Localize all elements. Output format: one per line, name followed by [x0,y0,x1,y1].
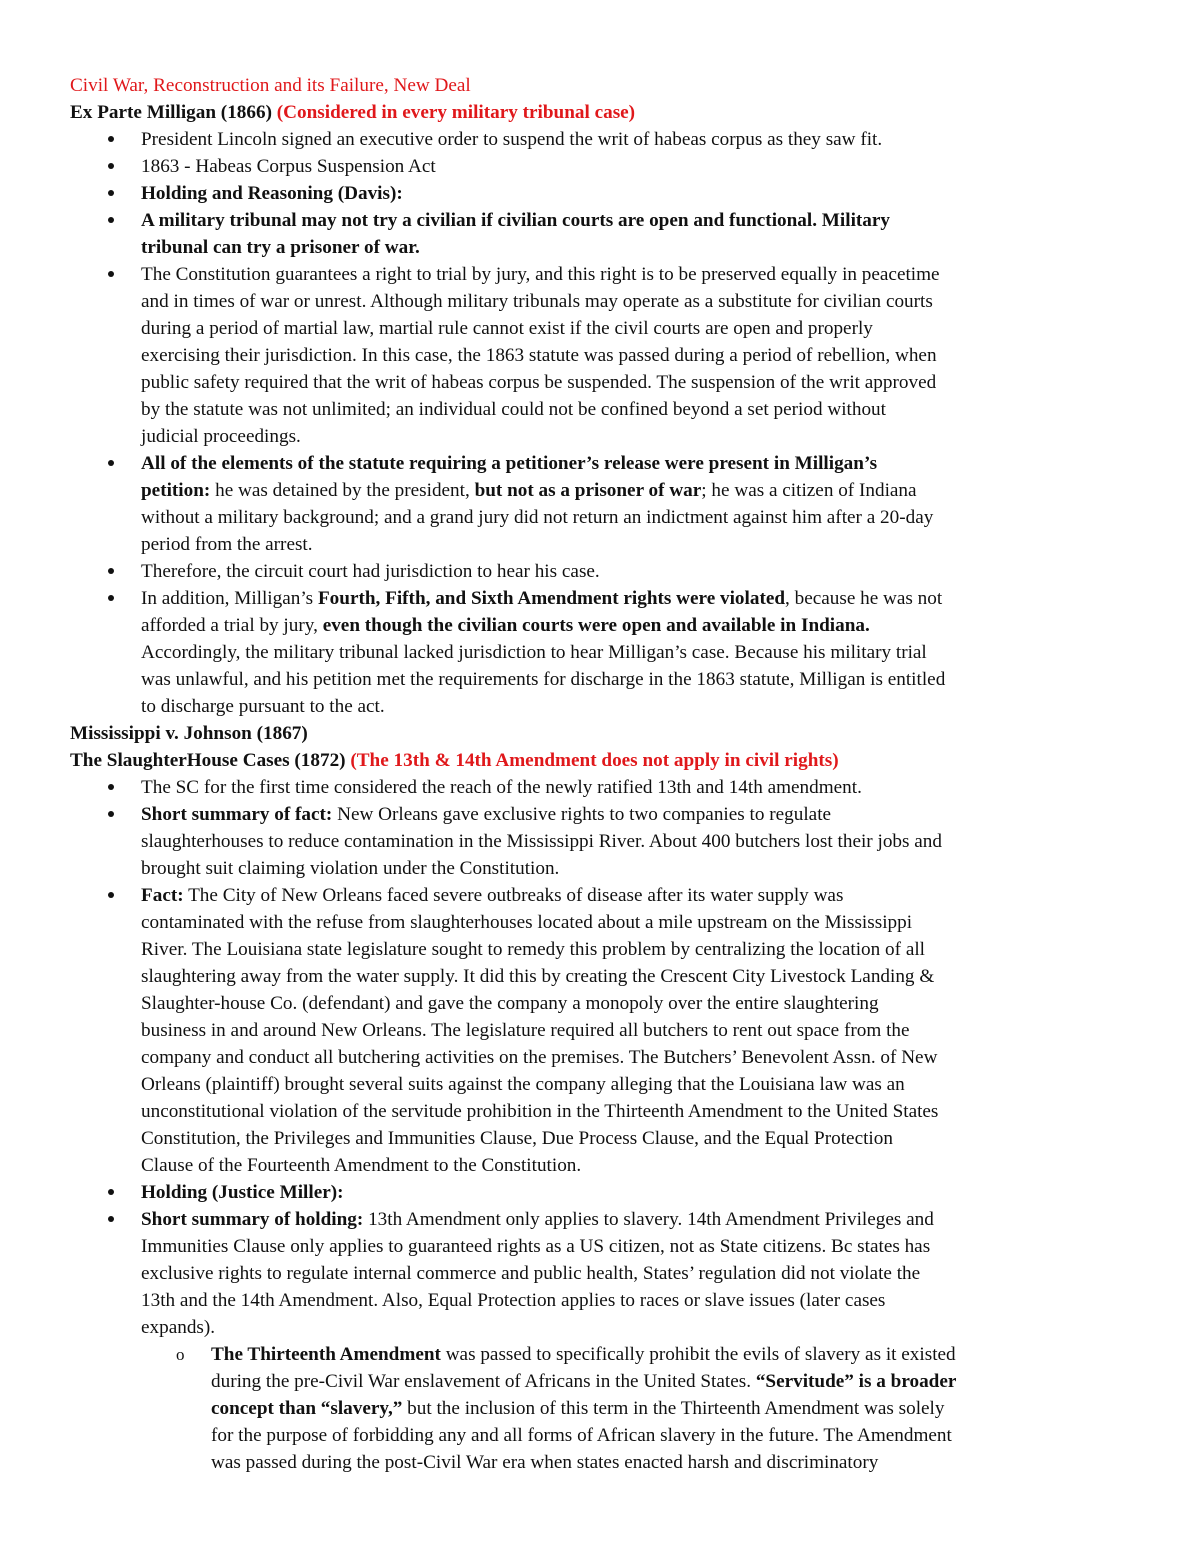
text-span: New Orleans gave exclusive rights to two companies to regulate [332,804,832,825]
text-line: judicial proceedings. [141,426,301,447]
list-item: 1863 - Habeas Corpus Suspension Act [70,153,1130,180]
text-span: afforded a trial by jury, [141,615,323,636]
case-note: (The 13th & 14th Amendment does not apply in civil rights) [350,750,839,771]
case-note: (Considered in every military tribunal case) [276,102,636,123]
bold-text: Holding (Justice Miller): [141,1182,344,1203]
text-line: company and conduct all butchering activities on the premises. The Butchers’ Benevolent Assn. of New [141,1047,938,1068]
text-line: Immunities Clause only applies to guaranteed rights as a US citizen, not as State citizens. Bc states has [141,1236,931,1257]
text-line: for the purpose of forbidding any and all forms of African slavery in the future. The Amendment [211,1425,952,1446]
list-item [70,882,1130,1179]
text-line: was unlawful, and his petition met the requirements for discharge in the 1863 statute, Milligan is entitled [141,669,946,690]
text-span: but the inclusion of this term in the Thirteenth Amendment was solely [402,1398,945,1419]
bold-text: “Servitude” is a broader [755,1371,957,1392]
list-item [70,180,1130,207]
sub-list-item [70,1341,1130,1476]
text-span: The City of New Orleans faced severe outbreaks of disease after its water supply was [183,885,844,906]
text-line: to discharge pursuant to the act. [141,696,385,717]
text-span: In addition, Milligan’s [141,588,318,609]
case-heading-slaughterhouse [70,747,1130,774]
text-line: Clause of the Fourteenth Amendment to the Constitution. [141,1155,582,1176]
text-line: Orleans (plaintiff) brought several suits against the company alleging that the Louisiana law was an [141,1074,905,1095]
text-span: ; he was a citizen of Indiana [701,480,917,501]
text-span: 13th Amendment only applies to slavery. 14th Amendment Privileges and [363,1209,934,1230]
list-item [70,585,1130,720]
list-item: Therefore, the circuit court had jurisdiction to hear his case. [70,558,1130,585]
bold-text: Fact: [141,885,184,906]
text-line: brought suit claiming violation under the Constitution. [141,858,560,879]
bold-text: Holding and Reasoning (Davis): [141,183,403,204]
page-title: Civil War, Reconstruction and its Failure, New Deal [70,75,471,96]
text-line: exclusive rights to regulate internal commerce and public health, States’ regulation did not violate the [141,1263,921,1284]
text-span: during the pre-Civil War enslavement of Africans in the United States. [211,1371,756,1392]
text-line: River. The Louisiana state legislature sought to remedy this problem by centralizing the location of all [141,939,925,960]
bold-text: A military tribunal may not try a civilian if civilian courts are open and functional. Military [141,210,891,231]
list-item: The SC for the first time considered the reach of the newly ratified 13th and 14th amendment. [70,774,1130,801]
text-line: contaminated with the refuse from slaughterhouses located about a mile upstream on the Mississippi [141,912,913,933]
bold-text: concept than “slavery,” [211,1398,403,1419]
bold-text: but not as a prisoner of war [474,480,702,501]
case-heading-mississippi: Mississippi v. Johnson (1867) [70,723,308,744]
bold-text: All of the elements of the statute requiring a petitioner’s release were present in Milligan’s [141,453,878,474]
text-line: slaughterhouses to reduce contamination in the Mississippi River. About 400 butchers lost their jobs and [141,831,942,852]
text-line: expands). [141,1317,216,1338]
case-name: The SlaughterHouse Cases (1872) [70,750,351,771]
bold-text: Short summary of holding: [141,1209,364,1230]
bold-text: Fourth, Fifth, and Sixth Amendment rights were violated [317,588,786,609]
case-heading-milligan [70,99,1130,126]
text-span: , because he was not [785,588,943,609]
list-item [70,1179,1130,1206]
text-line: The Constitution guarantees a right to trial by jury, and this right is to be preserved equally in peacetime [141,264,940,285]
slaughterhouse-bullets [70,774,1130,1476]
list-item [70,1206,1130,1341]
text-line: public safety required that the writ of habeas corpus be suspended. The suspension of the writ approved [141,372,937,393]
text-line: without a military background; and a grand jury did not return an indictment against him after a 20-day [141,507,934,528]
list-item: President Lincoln signed an executive order to suspend the writ of habeas corpus as they saw fit. [70,126,1130,153]
text-line: Constitution, the Privileges and Immunities Clause, Due Process Clause, and the Equal Protection [141,1128,893,1149]
bold-text: even though the civilian courts were open and available in Indiana. [322,615,870,636]
text-line: slaughtering away from the water supply. It did this by creating the Crescent City Livestock Landing & [141,966,935,987]
text-line: was passed during the post-Civil War era when states enacted harsh and discriminatory [211,1452,879,1473]
text-span: he was detained by the president, [210,480,475,501]
case-name: Ex Parte Milligan (1866) [70,102,277,123]
text-line: during a period of martial law, martial rule cannot exist if the civil courts are open and properly [141,318,873,339]
milligan-bullets [70,126,1130,720]
bold-text: Short summary of fact: [141,804,333,825]
text-line: period from the arrest. [141,534,313,555]
text-line: exercising their jurisdiction. In this case, the 1863 statute was passed during a period of rebellion, when [141,345,937,366]
bold-text: petition: [141,480,211,501]
text-line: Slaughter-house Co. (defendant) and gave the company a monopoly over the entire slaughtering [141,993,879,1014]
list-item [70,450,1130,558]
text-line: and in times of war or unrest. Although military tribunals may operate as a substitute for civilian courts [141,291,933,312]
bold-text: tribunal can try a prisoner of war. [141,237,420,258]
text-span: was passed to specifically prohibit the evils of slavery as it existed [440,1344,956,1365]
list-item [70,207,1130,261]
document-page [70,72,1130,1476]
list-item [70,801,1130,882]
text-line: unconstitutional violation of the servitude prohibition in the Thirteenth Amendment to the United States [141,1101,939,1122]
text-line: 13th and the 14th Amendment. Also, Equal Protection applies to races or slave issues (later cases [141,1290,886,1311]
text-line: Accordingly, the military tribunal lacked jurisdiction to hear Milligan’s case. Because his military trial [141,642,927,663]
text-line: by the statute was not unlimited; an individual could not be confined beyond a set period without [141,399,886,420]
bold-text: The Thirteenth Amendment [211,1344,441,1365]
list-item [70,261,1130,450]
text-line: business in and around New Orleans. The legislature required all butchers to rent out space from the [141,1020,910,1041]
